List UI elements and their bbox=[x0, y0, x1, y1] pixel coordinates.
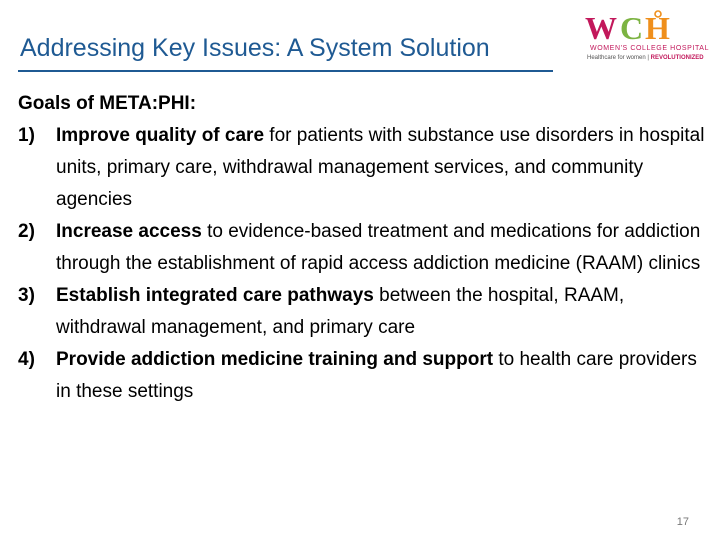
logo-name: WOMEN'S COLLEGE HOSPITAL bbox=[590, 45, 710, 52]
logo-letter-c: C bbox=[620, 10, 644, 42]
wch-logo-mark bbox=[583, 10, 695, 42]
goal-text: to health care providers in these settings bbox=[56, 349, 697, 402]
goal-emphasis: Establish integrated care pathways bbox=[56, 285, 374, 306]
slide-body bbox=[18, 88, 708, 408]
logo-letter-w: W bbox=[585, 10, 617, 42]
slide-title: Addressing Key Issues: A System Solution bbox=[20, 34, 490, 62]
goal-item-4 bbox=[18, 344, 708, 408]
goal-number: 1) bbox=[18, 125, 35, 146]
goal-emphasis: Provide addiction medicine training and support bbox=[56, 349, 494, 370]
goal-emphasis: Increase access bbox=[56, 221, 202, 242]
goal-emphasis: Improve quality of care bbox=[56, 125, 265, 146]
logo-tagline-accent: REVOLUTIONIZED bbox=[650, 55, 704, 61]
logo-tagline-text: Healthcare for women bbox=[587, 55, 646, 61]
logo-tagline: Healthcare for women | REVOLUTIONIZED bbox=[587, 55, 704, 61]
goals-heading: Goals of META:PHI: bbox=[18, 93, 197, 114]
goal-text: to evidence-based treatment and medications for addiction through the establishment of rapid access addiction medicine (RAAM) clinics bbox=[56, 221, 701, 274]
title-underline bbox=[18, 70, 553, 72]
logo-letter-h: H bbox=[645, 10, 670, 42]
goal-number: 3) bbox=[18, 285, 35, 306]
goal-number: 4) bbox=[18, 349, 35, 370]
goal-number: 2) bbox=[18, 221, 35, 242]
wch-logo bbox=[583, 10, 710, 66]
goal-text: between the hospital, RAAM, withdrawal management, and primary care bbox=[56, 285, 625, 338]
goal-text: for patients with substance use disorders in hospital units, primary care, withdrawal management services, and community agencies bbox=[56, 125, 705, 210]
goal-item-2 bbox=[18, 216, 708, 280]
goal-item-3 bbox=[18, 280, 708, 344]
goal-item-1 bbox=[18, 120, 708, 216]
page-number: 17 bbox=[676, 516, 689, 528]
